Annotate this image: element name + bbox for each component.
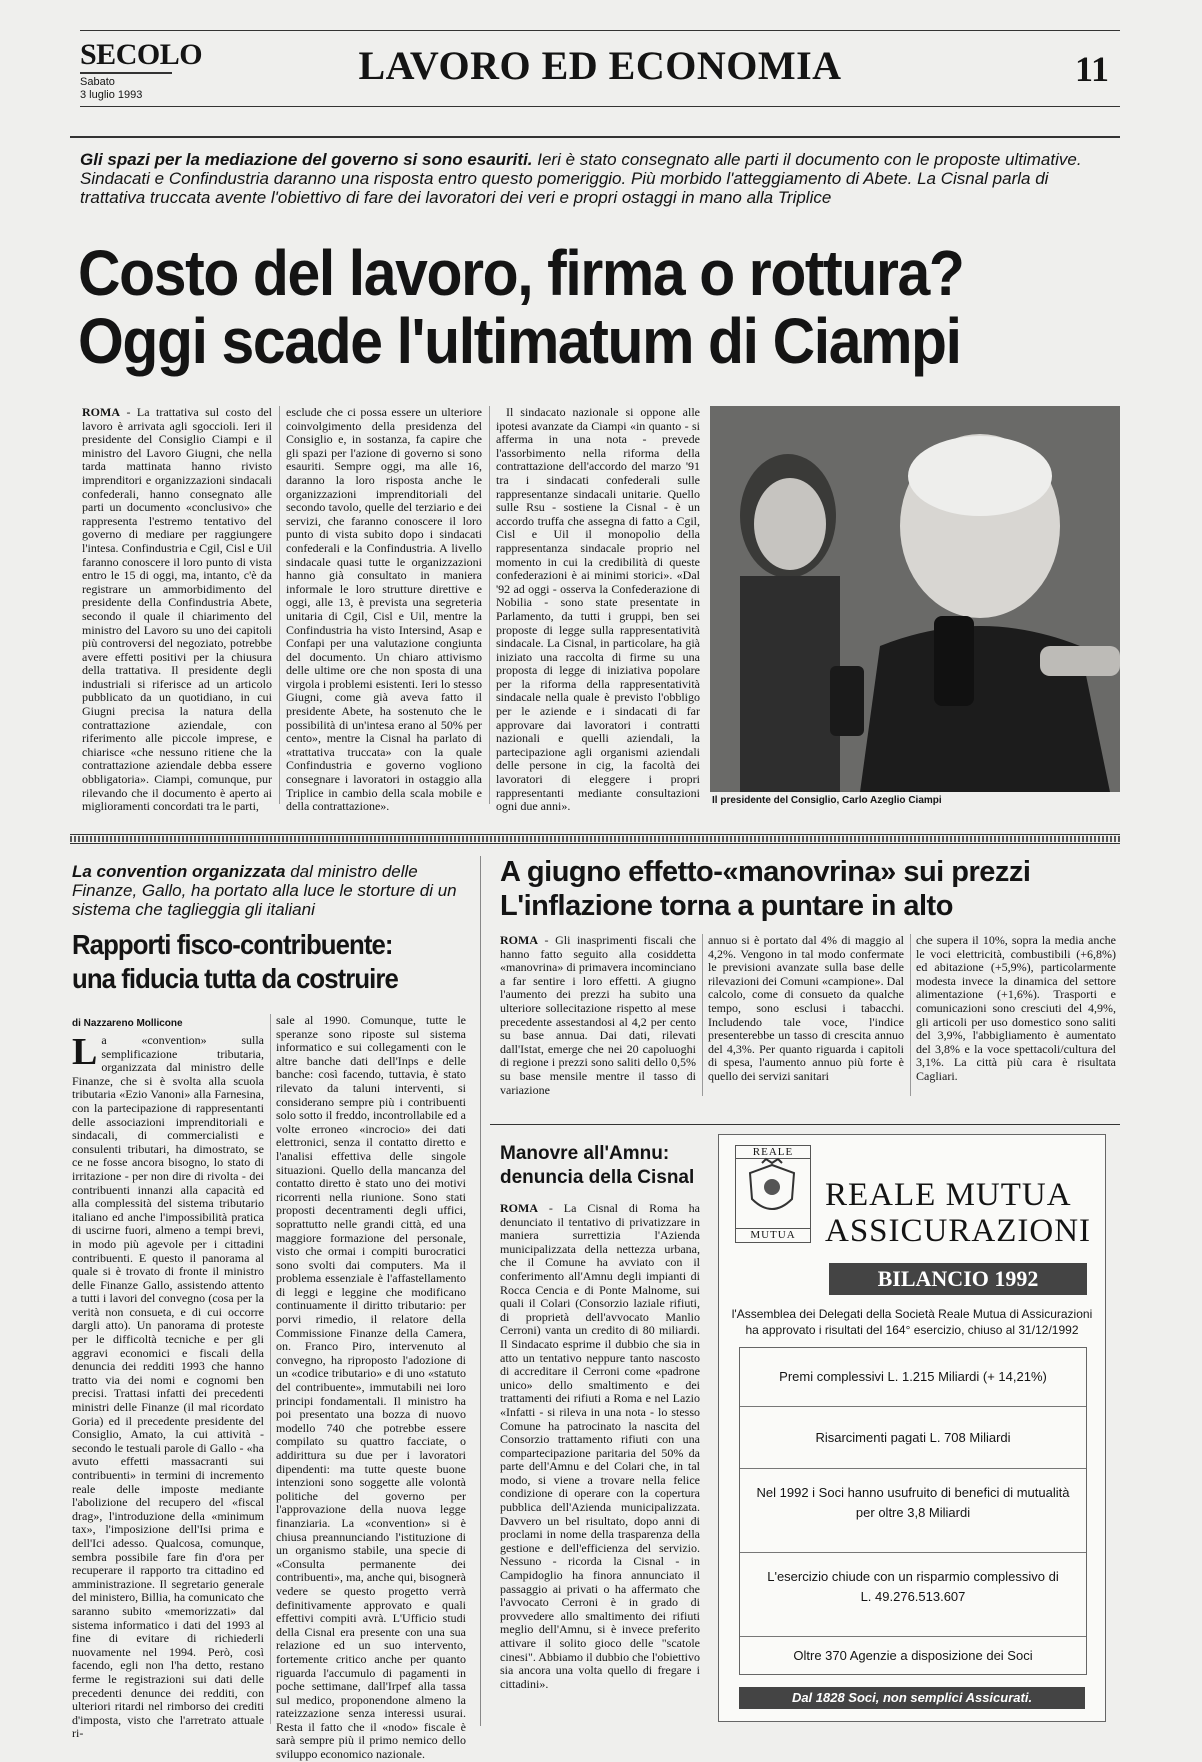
inflazione-column-2 [708, 934, 904, 1096]
amnu-column [500, 1202, 700, 1722]
lead-kicker-text: Ieri è stato consegnato alle parti il documento con le proposte ultimative. Sindacati e Confindustria daranno una risposta entro questo pomeriggio. Più morbido l'atteggiamento di Abete. La Cisnal parla di trattativa truccata avente l'obiettivo di fare dei lavoratori dei veri e propri ostaggi in mano alla Triplice [80, 150, 1082, 207]
ad-brand-line-1: REALE MUTUA [825, 1177, 1072, 1213]
ad-logo-top: REALE [736, 1146, 810, 1159]
masthead-rule [80, 106, 1120, 107]
fisco-headline-1: Rapporti fisco-contribuente: [72, 929, 393, 960]
separator-band [70, 836, 1120, 842]
reale-mutua-ad [718, 1134, 1106, 1722]
lead-headline-2: Oggi scade l'ultimatum di Ciampi [78, 305, 961, 377]
inflazione-col1-text: - Gli inasprimenti fiscali che hanno fatto seguito alla cosiddetta «manovrina» di primavera incominciano a far sentire i loro effetti. A giugno l'aumento dei prezzi ha subito una ulteriore sollecitazione rispetto al mese precedente assestandosi al 4,2 per cento su base annua. Dai dati, rilevati dall'Istat, emerge che nei 20 capoluoghi di regione i prezzi sono saliti dello 0,5% su base mensile mentre il tasso di variazione [500, 933, 697, 1097]
inflazione-bottom-rule [490, 1124, 1120, 1125]
fisco-dropcap: L [72, 1031, 98, 1073]
lead-top-rule [70, 136, 1120, 138]
ad-intro-2: ha approvato i risultati del 164° esercizio, chiuso al 31/12/1992 [745, 1323, 1079, 1337]
fisco-headline-2: una fiducia tutta da costruire [72, 963, 398, 994]
ad-footer-bar: Dal 1828 Soci, non semplici Assicurati. [739, 1687, 1085, 1709]
ad-row-mutualita-1: Nel 1992 i Soci hanno usufruito di benefici di mutualità [756, 1485, 1070, 1500]
lead-kicker [80, 150, 1110, 207]
masthead-day: Sabato [80, 76, 115, 88]
inflazione-col3-text: che supera il 10%, sopra la media anche le voci elettricità, combustibili (+6,8%) ed abitazione (+5,9%), particolarmente modesta invece la dinamica del settore alimentazione (+1,6%). Trasporti e comunicazioni sono cresciuti del 4,9%, gli articoli per uso domestico sono saliti del 3,9%, l'abbigliamento è aumentato del 3,8% e la voce spettacoli/cultura del 3,1%. La città più cara è risultata Cagliari. [916, 933, 1116, 1083]
crest-icon [736, 1159, 808, 1223]
section-divider [480, 856, 481, 1726]
lead-headline-1: Costo del lavoro, firma o rottura? [78, 237, 964, 309]
ad-row-risarcimenti: Risarcimenti pagati L. 708 Miliardi [740, 1406, 1086, 1469]
ad-logo-bottom: MUTUA [736, 1228, 810, 1241]
lead-column-1 [82, 405, 272, 814]
ciampi-photo [710, 406, 1120, 792]
band-rule-bottom [70, 843, 1120, 844]
lead-column-2 [286, 405, 482, 814]
fisco-kicker-text: dal ministro delle Finanze, Gallo, ha portato alla luce le storture di un sistema che taglieggia gli italiani [72, 862, 457, 919]
ad-row-agenzie: Oltre 370 Agenzie a disposizione dei Soci [740, 1636, 1086, 1675]
ad-logo [735, 1145, 811, 1243]
lead-kicker-bold: Gli spazi per la mediazione del governo si sono esauriti. [80, 150, 533, 169]
inflazione-col2-text: annuo si è portato dal 4% di maggio al 4,2%. Vengono in tal modo confermate le previsioni avanzate sulla base delle rilevazioni dei Comuni «campione». Dal calcolo, come di consueto da qualche tempo, sono esclusi i tabacchi. Includendo tale voce, l'indice presenterebbe un tasso di crescita annuo del 4,3%. Per quanto riguarda i capitoli di spesa, l'aumento annuo più forte è quello dei servizi sanitari [708, 933, 904, 1083]
band-rule-top [70, 834, 1120, 835]
lead-col3-text: Il sindacato nazionale si oppone alle ipotesi avanzate da Ciampi «in quanto - si afferma in una nota - prevede l'assorbimento nella riforma della contrattazione dell'accordo del marzo '91 tra i sindacati confederali sulle rappresentanze sindacali unitarie. Quello sulle Rsu - sostiene la Cisnal - è un accordo truffa che assegna di fatto a Cgil, Cisl e Uil il monopolio della rappresentanza sindacale proprio nel momento in cui la credibilità di queste confederazioni è ai minimi storici». «Dal '92 ad oggi - osserva la Confederazione di Nobilia - sono state presentate in Parlamento, da tutti i gruppi, ben sei proposte di legge sulla rappresentatività sindacale. La Cisnal, in particolare, ha già iniziato una raccolta di firme su una proposta di legge di iniziativa popolare per la riforma della rappresentatività sindacale nella quale è previsto l'obbligo per le aziende e i sindacati di far approvare dai lavoratori i contratti nazionali e quelli aziendali, la partecipazione agli organismi aziendali delle persone in cig, la facoltà dei lavoratori di eleggere i propri rappresentanti mediante consultazioni ogni due anni». [496, 405, 700, 814]
ad-row-risparmio [740, 1552, 1086, 1637]
fisco-col2-text: sale al 1990. Comunque, tutte le speranze sono riposte sul sistema informatico e sui collegamenti con le altre banche dati dell'Inps e delle banche: così facendo, tuttavia, è stato rilevato da taluni interventi, si considerano sempre più i contribuenti solo sotto il freddo, incontrollabile ed a volte erroneo «incrocio» dei dati elettronici, senza il contatto diretto e l'analisi effettiva delle singole situazioni. Quello della mancanza del contatto diretto è stato uno dei motivi ricorrenti nella riunione. Sono stati proposti decentramenti degli uffici, soprattutto nelle grandi città, ed una maggiore formazione del personale, visto che ormai i compiti burocratici sono svolti dai computers. Ma il problema essenziale è l'affastellamento di leggi e leggine che modificano continuamente il diritto tributario: per porvi rimedio, il relatore della Commissione Finanze della Camera, on. Franco Piro, intervenuto al convegno, ha riproposto l'adozione di un «codice tributario» e di uno «statuto del contribuente», immutabili nei loro principi fondamentali. Il ministro ha poi presentato una bozza di nuovo modello 740 che potrebbe essere compilato su quattro facciate, o addirittura su due per i lavoratori dipendenti: ma tutte queste buone intenzioni sono soggette alle volontà politiche del governo per l'approvazione della nuova legge finanziaria. La «convention» si è chiusa preannunciando l'istituzione di un organismo stabile, una specie di «Consulta permanente dei contribuenti», ma, anche qui, bisognerà vedere se questo progetto verrà definitivamente approvato e quali effettivi compiti avrà. L'Ufficio studi della Cisnal era presente con una sua relazione ed un suo intervento, fortemente critico anche per quanto riguarda l'accumulo di pagamenti in poche settimane, dall'Irpef alla tassa sul medico, proponendone almeno la rateizzazione senza interessi usurai. Resta il fatto che il «nodo» fiscale è sarà sempre più il primo nemico dello sviluppo economico nazionale. [276, 1013, 466, 1762]
ad-row-mutualita [740, 1468, 1086, 1553]
fisco-column-1 [72, 1031, 264, 1741]
lead-column-3 [496, 405, 700, 814]
amnu-headline-2: denuncia della Cisnal [500, 1167, 695, 1188]
ad-bilancio-bar: BILANCIO 1992 [829, 1263, 1087, 1295]
col-divider [279, 406, 280, 804]
fisco-col1-text: a «convention» sulla semplificazione tributaria, organizzata dal ministro delle Finanze, che si è svolta alla scuola tributaria «Ezio Vanoni» alla Farnesina, con la partecipazione di rappresentanti delle associazioni imprenditoriali e sindacali, di commercialisti e consulenti tributari, ha dimostrato, se ce ne fosse ancora bisogno, lo stato di irritazione - per non dire di rivolta - dei contribuenti innanzi alla capacità ed alla complessità del sistema tributario italiano ed anche l'impossibilità pratica di uscirne fuori, almeno a tempi brevi, in modo più agevole per i cittadini contribuenti. E questo il panorama al quale si è trovato di fronte il ministro delle Finanze Gallo, assistendo attento a tutti i lavori del convegno (cosa per la verità non consueta, e di cui occorre dargli atto). Un panorama di proteste per le difficoltà tecniche e per gli aggravi economici e fiscali della denuncia dei redditi 1993 che hanno tratto via dei nomi e cognomi ben precisi. Trattasi infatti dei precedenti ministri delle Finanze (il mal ricordato Goria) ed il precedente presidente del Consiglio, Amato, la cui attività - secondo le testuali parole di Gallo - «ha avuto effetti massacranti sui contribuenti» in termini di incremento reale delle imposte mediante l'abolizione del recupero del «fiscal drag», l'introduzione della «minimum tax», l'imposizione dell'Isi prima e dell'Ici adesso. Qualcosa, comunque, sembra possibile fare fin d'ora per recuperare il rapporto tra cittadino ed amministrazione. Il segretario generale del ministero, Billia, ha comunicato che saranno subito «memorizzati» dal sistema informatico i dati del 1993 al fine di evitare di richiederli nuovamente nel 1994. Però, così facendo, egli non l'ha detto, restano ferme le registrazioni sui dati delle precedenti denunce dei redditi, con ulteriori ritardi nel rimborso dei crediti d'imposta, visto che l'arretrato attuale ri- [72, 1033, 264, 1741]
fisco-kicker-bold: La convention organizzata [72, 862, 286, 881]
photo-caption: Il presidente del Consiglio, Carlo Azeglio Ciampi [712, 795, 942, 806]
fisco-byline: di Nazzareno Mollicone [72, 1018, 183, 1029]
logo-underline [80, 72, 172, 74]
inflazione-headline-2: L'inflazione torna a puntare in alto [500, 890, 953, 922]
inflazione-column-3 [916, 934, 1116, 1096]
ad-row-risparmio-1: L'esercizio chiude con un risparmio complessivo di [767, 1569, 1059, 1584]
lead-col2-text: esclude che ci possa essere un ulteriore coinvolgimento della presidenza del Consiglio e, in sostanza, fa capire che gli spazi per l'azione di governo si sono esauriti. Sempre oggi, ma alle 16, daranno la loro risposta anche le organizzazioni imprenditoriali del secondo tavolo, quelle del terziario e dei servizi, che faranno conoscere il loro punto di vista subito dopo i sindacati confederali e la Confindustria. A livello sindacale quasi tutte le organizzazioni hanno già consultato in maniera informale le loro strutture direttive e oggi, alle 13, è prevista una segreteria unitaria di Cgil, Cisl e Uil, mentre la Confindustria ha visto Intersind, Asap e Confapi per una valutazione congiunta del documento. Un chiaro attivismo delle ultime ore che non sposta di una virgola i problemi esistenti. Ieri lo stesso Giugni, come già aveva fatto il presidente Abete, ha sostenuto che le possibilità di un'intesa erano al 50% per cento», mentre la Cisnal ha parlato di «trattativa truccata» con la quale Confindustria e governo vogliono consegnare i lavoratori in ostaggio alla Triplice in cambio della scala mobile e della contrattazione». [286, 405, 482, 814]
inflazione-column-1 [500, 934, 696, 1096]
col-divider [702, 934, 703, 1096]
amnu-headline-1: Manovre all'Amnu: [500, 1143, 670, 1164]
ad-row-mutualita-2: per oltre 3,8 Miliardi [855, 1505, 971, 1520]
amnu-text: - La Cisnal di Roma ha denunciato il tentativo di privatizzare in maniera surrettizia l'Azienda municipalizzata della nettezza urbana, che il Comune ha avviato con il conferimento all'Amnu degli impianti di Rocca Cencia e di Ponte Malnome, sui quali il Colari (Consorzio laziale rifiuti, di proprietà dell'avvocato Manlio Cerroni) vanta un credito di 80 miliardi. Il Sindacato esprime il dubbio che sia in atto un tentativo neppure tanto nascosto di accreditare il Cerroni come «padrone unico» dello smaltimento e dei trattamenti dei rifiuti a Roma e nel Lazio «Infatti - si rileva in una nota - lo stesso Comune ha patrocinato la nascita del Consorzio trattamento rifiuti con una compartecipazione paritaria del 50% da parte dell'Amnu e del Colari che, in tal modo, si viene a trovare nella felice condizione di operare con la copertura pubblica dell'Azienda municipalizzata. Davvero un bel risultato, dopo anni di proclami in nome della trasparenza della gestione e dell'efficienza del servizio. Nessuno - ricorda la Cisnal - in Campidoglio ha finora annunciato il passaggio ai privati o ha affermato che l'avvocato Cerroni è in grado di provvedere allo smaltimento dei rifiuti meglio dell'Amnu, si è invece preferito attivare il solito gioco delle "scatole cinesi". Abbiamo il dubbio che l'obiettivo sia ancora una volta quello di fregare i cittadini». [500, 1201, 700, 1691]
col-divider [910, 934, 911, 1096]
ad-row-risparmio-2: L. 49.276.513.607 [860, 1589, 966, 1604]
col-divider [489, 406, 490, 804]
lead-col1-text: - La trattativa sul costo del lavoro è arrivata agli sgoccioli. Ieri il presidente del Consiglio Ciampi e il ministro del Lavoro Giugni, che nella tarda mattinata hanno rivisto imprenditori e organizzazioni sindacali confederali, hanno consegnato alle parti un documento «conclusivo» che rappresenta l'estremo tentativo del governo di mediare per raggiungere l'intesa. Confindustria e Cgil, Cisl e Uil faranno conoscere il loro punto di vista entro le 15 di oggi, ma, intanto, c'è da registrare un ammorbidimento del presidente della Confindustria Abete, secondo il quale il chiarimento del ministro del Lavoro su uno dei capitoli più controversi del negoziato, potrebbe avere effetti positivi per la chiusura della trattativa. Il presidente degli industriali si riferisce ad un articolo pubblicato da un quotidiano, in cui Giugni precisa la natura della contrattazione aziendale, con riferimento alle piccole imprese, e chiarisce «che nessuno ritiene che la contrattazione aziendale debba essere obbligatoria». Ciampi, comunque, pur rilevando che il documento è aperto ai miglioramenti concordati tra le parti, [82, 405, 272, 814]
fisco-kicker [72, 862, 462, 919]
col-divider [270, 1014, 271, 1724]
ad-results-box [739, 1347, 1087, 1675]
top-rule [80, 30, 1120, 31]
amnu-dateline: ROMA [500, 1201, 538, 1215]
section-title: LAVORO ED ECONOMIA [358, 43, 842, 88]
ad-row-premi: Premi complessivi L. 1.215 Miliardi (+ 14,21%) [779, 1369, 1047, 1384]
masthead-date: 3 luglio 1993 [80, 89, 143, 101]
masthead-logo: SECOLO [80, 38, 203, 71]
inflazione-dateline: ROMA [500, 933, 538, 947]
page-number: 11 [1075, 49, 1110, 89]
fisco-column-2 [276, 1013, 466, 1762]
inflazione-headline-1: A giugno effetto-«manovrina» sui prezzi [500, 856, 1031, 888]
ad-intro-1: l'Assemblea dei Delegati della Società Reale Mutua di Assicurazioni [731, 1307, 1093, 1321]
photo-illustration [710, 406, 1120, 792]
ad-brand-line-2: ASSICURAZIONI [825, 1213, 1092, 1249]
lead-dateline: ROMA [82, 405, 120, 419]
